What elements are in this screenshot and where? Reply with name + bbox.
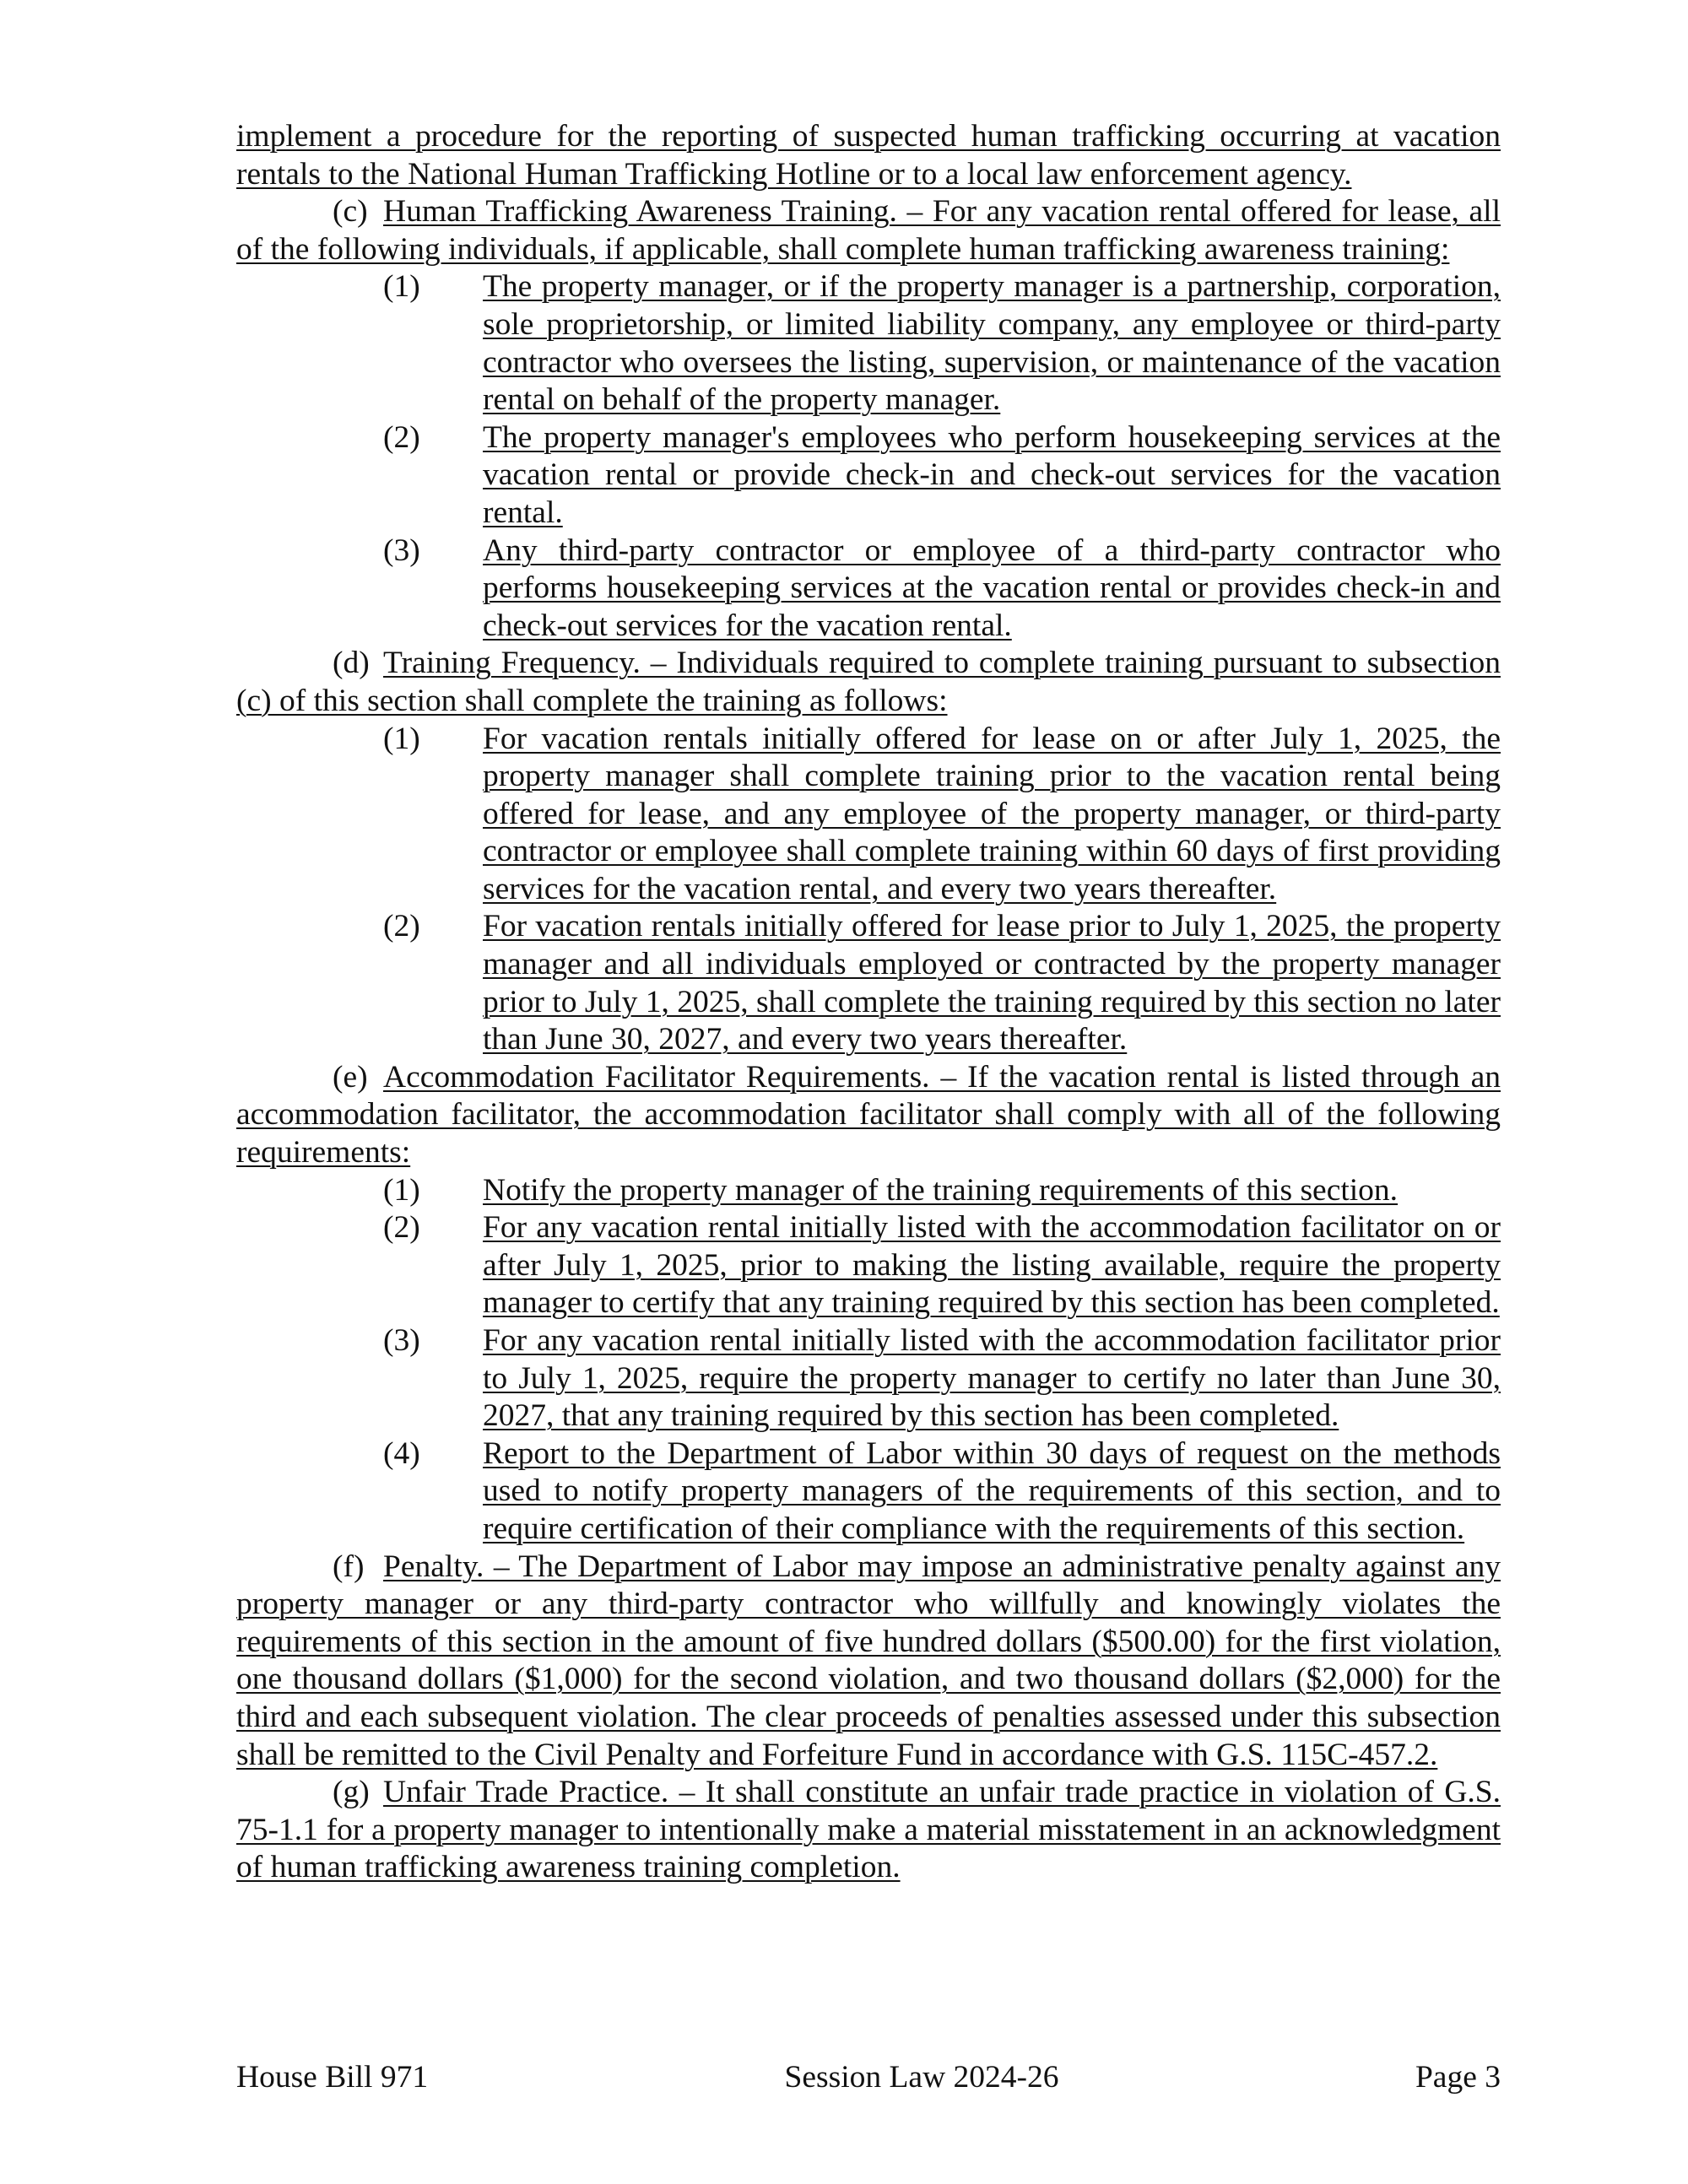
- section-heading-paragraph: [236, 1774, 1501, 1887]
- section-text: Penalty. – The Department of Labor may impose an administrative penalty against any property manager or any third-party contractor who willfully and knowingly violates the requirements of this section in the amount of five hundred dollars ($500.00) for the first violation, one thousand dollars ($1,000) for the second violation, and two thousand dollars ($2,000) for the third and each subsequent violation. The clear proceeds of penalties assessed under this subsection shall be remitted to the Civil Penalty and Forfeiture Fund in accordance with G.S. 115C-457.2.: [236, 1549, 1501, 1772]
- section-g: [236, 1774, 1501, 1887]
- list-item: [236, 1209, 1501, 1322]
- section-heading-paragraph: [236, 193, 1501, 268]
- footer-page-number: Page 3: [1415, 2060, 1501, 2095]
- section-label: (d): [333, 646, 370, 681]
- item-text: The property manager, or if the property manager is a partnership, corporation, sole proprietorship, or limited liability company, any employee or third-party contractor who oversees the listing, supervision, or maintenance of the vacation rental on behalf of the property manager.: [483, 269, 1501, 418]
- item-number: (1): [383, 269, 420, 305]
- section-label: (c): [333, 194, 368, 230]
- page-footer: [236, 2059, 1501, 2095]
- list-item: [236, 419, 1501, 532]
- section-heading-paragraph: [236, 1059, 1501, 1172]
- item-number: (1): [383, 721, 420, 756]
- section-d: [236, 645, 1501, 1059]
- item-text: Report to the Department of Labor within 30 days of request on the methods used to notify property managers of the requirements of this section, and to require certification of their compliance with the requirements of this section.: [483, 1435, 1501, 1546]
- list-item: [236, 721, 1501, 909]
- section-text: Human Trafficking Awareness Training. – For any vacation rental offered for lease, all of the following individuals, if applicable, shall complete human trafficking awareness training:: [236, 194, 1501, 267]
- list-item: [236, 268, 1501, 419]
- list-item: [236, 532, 1501, 646]
- item-text: For vacation rentals initially offered for lease prior to July 1, 2025, the property manager and all individuals employed or contracted by the property manager prior to July 1, 2025, shall complete the training required by this section no later than June 30, 2027, and every two years thereafter.: [483, 909, 1501, 1057]
- item-text: For vacation rentals initially offered for lease on or after July 1, 2025, the property manager shall complete training prior to the vacation rental being offered for lease, and any employee of the property manager, or third-party contractor or employee shall complete training within 60 days of first providing services for the vacation rental, and every two years thereafter.: [483, 721, 1501, 906]
- section-heading-paragraph: [236, 1549, 1501, 1775]
- item-text: The property manager's employees who perform housekeeping services at the vacation rental or provide check-in and check-out services for the vacation rental.: [483, 419, 1501, 530]
- list-item: [236, 1322, 1501, 1435]
- section-text: Unfair Trade Practice. – It shall constitute an unfair trade practice in violation of G.S. 75-1.1 for a property manager to intentionally make a material misstatement in an acknowledgment of human trafficking awareness training completion.: [236, 1775, 1501, 1885]
- footer-bill-number: House Bill 971: [236, 2060, 429, 2095]
- item-number: (2): [383, 419, 420, 455]
- footer-session-law: Session Law 2024-26: [784, 2060, 1059, 2095]
- item-text: Any third-party contractor or employee of a third-party contractor who performs housekeeping services at the vacation rental or provides check-in and check-out services for the vacation rental.: [483, 532, 1501, 643]
- section-label: (f): [333, 1549, 365, 1584]
- item-text: For any vacation rental initially listed with the accommodation facilitator prior to July 1, 2025, require the property manager to certify no later than June 30, 2027, that any training required by this section has been completed.: [483, 1323, 1501, 1434]
- section-e: [236, 1059, 1501, 1549]
- intro-paragraph: implement a procedure for the reporting of suspected human trafficking occurring at vacation rentals to the National Human Trafficking Hotline or to a local law enforcement agency.: [236, 119, 1501, 192]
- item-text: Notify the property manager of the training requirements of this section.: [483, 1172, 1399, 1208]
- item-number: (2): [383, 1210, 420, 1246]
- section-f: [236, 1549, 1501, 1775]
- section-text: Accommodation Facilitator Requirements. – If the vacation rental is listed through an accommodation facilitator, the accommodation facilitator shall comply with all of the following requirements:: [236, 1059, 1501, 1170]
- item-text: For any vacation rental initially listed with the accommodation facilitator on or after July 1, 2025, prior to making the listing available, require the property manager to certify that any training required by this section has been completed.: [483, 1210, 1501, 1321]
- list-item: [236, 1435, 1501, 1549]
- document-body: [236, 118, 1501, 1887]
- item-number: (3): [383, 532, 420, 568]
- section-c: [236, 193, 1501, 645]
- item-number: (2): [383, 909, 420, 944]
- section-text: Training Frequency. – Individuals required to complete training pursuant to subsection (c) of this section shall complete the training as follows:: [236, 646, 1501, 718]
- section-heading-paragraph: [236, 645, 1501, 720]
- section-label: (e): [333, 1059, 368, 1095]
- list-item: [236, 908, 1501, 1058]
- item-number: (1): [383, 1172, 420, 1208]
- item-number: (4): [383, 1435, 420, 1471]
- section-label: (g): [333, 1775, 370, 1810]
- item-number: (3): [383, 1323, 420, 1358]
- list-item: [236, 1172, 1501, 1210]
